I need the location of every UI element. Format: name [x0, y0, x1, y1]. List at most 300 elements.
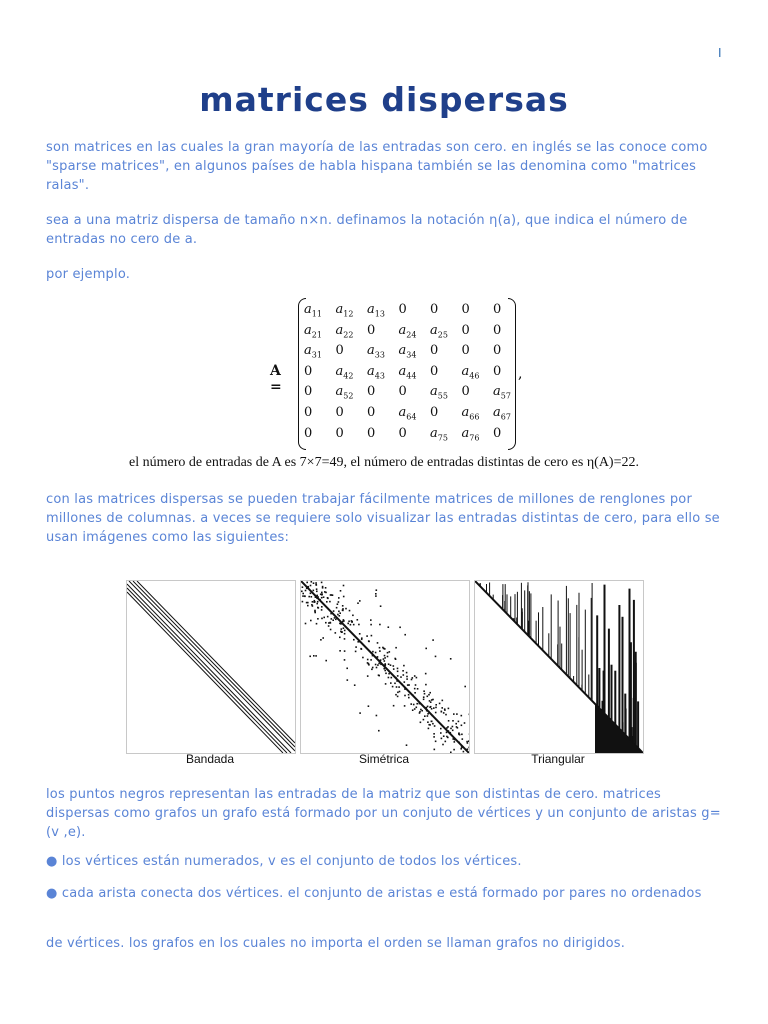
- matrix-cell: 0: [367, 425, 376, 441]
- nonzero-dot: [431, 721, 433, 723]
- nonzero-dot: [315, 655, 317, 657]
- paragraph-example: por ejemplo.: [46, 267, 131, 282]
- nonzero-dot: [384, 655, 386, 657]
- matrix-label: A =: [270, 363, 282, 395]
- nonzero-dot: [325, 587, 327, 589]
- nonzero-dot: [432, 715, 434, 717]
- nonzero-dot: [397, 671, 399, 673]
- matrix-cell: $a_{11}$: [304, 302, 322, 319]
- nonzero-dot: [338, 601, 340, 603]
- nonzero-dot: [339, 650, 341, 652]
- nonzero-dot: [339, 615, 341, 617]
- nonzero-dot: [339, 612, 341, 614]
- nonzero-dot: [315, 582, 317, 584]
- nonzero-dot: [450, 728, 452, 730]
- nonzero-dot: [359, 600, 361, 602]
- matrix-cell: 0: [367, 384, 376, 400]
- nonzero-dot: [357, 602, 359, 604]
- nonzero-dot: [443, 712, 445, 714]
- nonzero-dot: [428, 728, 430, 730]
- nonzero-dot: [321, 606, 323, 608]
- nonzero-dot: [388, 677, 390, 679]
- nonzero-dot: [317, 601, 319, 603]
- nonzero-dot: [424, 693, 426, 695]
- nonzero-dot: [318, 607, 320, 609]
- nonzero-dot: [343, 619, 345, 621]
- nonzero-dot: [379, 647, 381, 649]
- nonzero-dot: [434, 749, 436, 751]
- nonzero-dot: [334, 617, 336, 619]
- nonzero-dot: [331, 618, 333, 620]
- nonzero-dot: [317, 618, 319, 620]
- nonzero-dot: [352, 615, 354, 617]
- nonzero-dot: [346, 668, 348, 670]
- nonzero-dot: [383, 658, 385, 660]
- nonzero-dot: [389, 651, 391, 653]
- matrix-right-bracket: [508, 298, 516, 450]
- nonzero-dot: [305, 623, 307, 625]
- nonzero-dot: [420, 722, 422, 724]
- nonzero-dot: [342, 605, 344, 607]
- nonzero-dot: [461, 746, 463, 748]
- matrix-cell: 0: [461, 302, 470, 317]
- nonzero-dot: [321, 609, 323, 611]
- nonzero-dot: [335, 632, 337, 634]
- nonzero-dot: [311, 581, 313, 583]
- nonzero-dot: [307, 605, 309, 607]
- nonzero-dot: [370, 624, 372, 626]
- nonzero-dot: [454, 741, 456, 743]
- nonzero-dot: [404, 634, 406, 636]
- nonzero-dot: [357, 619, 359, 621]
- nonzero-dot: [380, 605, 382, 607]
- nonzero-dot: [310, 620, 312, 622]
- figure-triangular: [474, 580, 644, 754]
- nonzero-dot: [445, 741, 447, 743]
- nonzero-dot: [448, 730, 450, 732]
- nonzero-dot: [348, 621, 350, 623]
- nonzero-dot: [354, 684, 356, 686]
- matrix-cell: $a_{75}$: [430, 425, 448, 443]
- nonzero-dot: [431, 708, 433, 710]
- nonzero-dot: [321, 597, 323, 599]
- nonzero-dot: [440, 732, 442, 734]
- nonzero-dot: [316, 591, 318, 593]
- nonzero-dot: [382, 647, 384, 649]
- nonzero-dot: [459, 734, 461, 736]
- nonzero-dot: [366, 635, 368, 637]
- nonzero-dot: [347, 623, 349, 625]
- page-number: I: [718, 46, 722, 60]
- nonzero-dot: [372, 655, 374, 657]
- nonzero-dot: [308, 586, 310, 588]
- matrix-cell: $a_{55}$: [430, 384, 448, 401]
- matrix-cell: $a_{44}$: [398, 363, 417, 381]
- nonzero-dot: [316, 595, 318, 597]
- nonzero-dot: [429, 706, 431, 708]
- nonzero-dot: [309, 656, 311, 658]
- figure-symmetric: [300, 580, 470, 754]
- nonzero-dot: [423, 696, 425, 698]
- nonzero-dot: [371, 635, 373, 637]
- nonzero-dot: [361, 639, 363, 641]
- nonzero-dot: [411, 679, 413, 681]
- nonzero-dot: [423, 690, 425, 692]
- nonzero-dot: [404, 695, 406, 697]
- nonzero-dot: [375, 595, 377, 597]
- nonzero-dot: [315, 584, 317, 586]
- nonzero-dot: [302, 593, 304, 595]
- nonzero-dot: [337, 614, 339, 616]
- nonzero-dot: [427, 721, 429, 723]
- figure-symmetric-label: Simétrica: [358, 752, 409, 766]
- nonzero-dot: [319, 599, 321, 601]
- nonzero-dot: [435, 704, 437, 706]
- nonzero-dot: [343, 627, 345, 629]
- nonzero-dot: [362, 657, 364, 659]
- nonzero-dot: [396, 680, 398, 682]
- nonzero-dot: [433, 736, 435, 738]
- nonzero-dot: [327, 616, 329, 618]
- matrix-cell: 0: [493, 322, 502, 338]
- nonzero-dot: [379, 650, 381, 652]
- nonzero-dot: [397, 692, 399, 694]
- nonzero-dot: [464, 686, 466, 688]
- nonzero-dot: [387, 652, 389, 654]
- nonzero-dot: [404, 687, 406, 689]
- nonzero-dot: [371, 669, 373, 671]
- nonzero-dot: [401, 684, 403, 686]
- nonzero-dot: [415, 684, 417, 686]
- nonzero-dot: [399, 691, 401, 693]
- nonzero-dot: [441, 738, 443, 740]
- nonzero-dot: [406, 672, 408, 674]
- matrix-cell: 0: [430, 404, 439, 420]
- paragraph-undirected: de vértices. los grafos en los cuales no importa el orden se llaman grafos no dirigidos.: [46, 936, 626, 951]
- nonzero-dot: [414, 675, 416, 677]
- nonzero-dot: [412, 709, 414, 711]
- nonzero-dot: [385, 673, 387, 675]
- nonzero-dot: [412, 694, 414, 696]
- triangular-pattern: [475, 581, 643, 753]
- nonzero-dot: [344, 659, 346, 661]
- nonzero-dot: [310, 593, 312, 595]
- matrix-cell: 0: [304, 384, 313, 400]
- nonzero-dot: [377, 664, 379, 666]
- bullet-vertices: ● los vértices están numerados, v es el conjunto de todos los vértices.: [46, 854, 522, 869]
- nonzero-dot: [343, 596, 345, 598]
- nonzero-dot: [384, 670, 386, 672]
- nonzero-dot: [359, 641, 361, 643]
- nonzero-dot: [423, 699, 425, 701]
- nonzero-dot: [347, 679, 349, 681]
- nonzero-dot: [432, 723, 434, 725]
- nonzero-dot: [344, 630, 346, 632]
- nonzero-dot: [314, 601, 316, 603]
- nonzero-dot: [350, 624, 352, 626]
- nonzero-dot: [395, 677, 397, 679]
- nonzero-dot: [368, 705, 370, 707]
- nonzero-dot: [395, 658, 397, 660]
- nonzero-dot: [454, 739, 456, 741]
- nonzero-dot: [312, 605, 314, 607]
- figure-banded: [126, 580, 296, 754]
- nonzero-dot: [446, 736, 448, 738]
- nonzero-dot: [317, 597, 319, 599]
- nonzero-dot: [316, 623, 318, 625]
- matrix-caption: el número de entradas de A es 7×7=49, el número de entradas distintas de cero es η(A)=22.: [129, 455, 639, 470]
- nonzero-dot: [460, 748, 462, 750]
- nonzero-dot: [376, 657, 378, 659]
- nonzero-dot: [429, 692, 431, 694]
- nonzero-dot: [328, 625, 330, 627]
- paragraph-notation: sea a una matriz dispersa de tamaño n×n. definamos la notación η(a), que indica el número de entradas no cero de a.: [46, 213, 688, 247]
- matrix-cell: 0: [398, 425, 407, 441]
- nonzero-dot: [414, 708, 416, 710]
- matrix-cell: 0: [304, 425, 313, 441]
- nonzero-dot: [379, 660, 381, 662]
- nonzero-dot: [377, 642, 379, 644]
- nonzero-dot: [322, 637, 324, 639]
- nonzero-dot: [344, 638, 346, 640]
- nonzero-dot: [339, 637, 341, 639]
- nonzero-dot: [360, 648, 362, 650]
- nonzero-dot: [420, 709, 422, 711]
- nonzero-dot: [370, 619, 372, 621]
- nonzero-dot: [325, 592, 327, 594]
- nonzero-dot: [456, 713, 458, 715]
- nonzero-dot: [383, 668, 385, 670]
- nonzero-dot: [311, 596, 313, 598]
- matrix-cell: $a_{66}$: [461, 404, 480, 422]
- nonzero-dot: [417, 688, 419, 690]
- nonzero-dot: [400, 676, 402, 678]
- nonzero-dot: [404, 681, 406, 683]
- nonzero-dot: [406, 676, 408, 678]
- nonzero-dot: [370, 659, 372, 661]
- nonzero-dot: [432, 639, 434, 641]
- nonzero-dot: [313, 590, 315, 592]
- nonzero-dot: [306, 588, 308, 590]
- nonzero-dot: [392, 686, 394, 688]
- matrix-cell: 0: [493, 363, 502, 379]
- nonzero-dot: [316, 603, 318, 605]
- nonzero-dot: [440, 728, 442, 730]
- bullet-edges: ● cada arista conecta dos vértices. el conjunto de aristas e está formado por pares no ordenados: [46, 886, 702, 901]
- nonzero-dot: [333, 610, 335, 612]
- matrix-cell: 0: [430, 343, 439, 359]
- nonzero-dot: [395, 647, 397, 649]
- nonzero-dot: [410, 703, 412, 705]
- nonzero-dot: [461, 734, 463, 736]
- matrix-cell: $a_{12}$: [335, 302, 354, 319]
- nonzero-dot: [416, 677, 418, 679]
- nonzero-dot: [375, 652, 377, 654]
- nonzero-dot: [435, 656, 437, 658]
- matrix-cell: $a_{64}$: [398, 404, 417, 422]
- nonzero-dot: [468, 740, 469, 742]
- nonzero-dot: [452, 726, 454, 728]
- nonzero-dot: [344, 650, 346, 652]
- matrix-cell: $a_{33}$: [367, 343, 385, 360]
- nonzero-dot: [376, 715, 378, 717]
- nonzero-dot: [468, 747, 469, 749]
- nonzero-dot: [376, 667, 378, 669]
- nonzero-dot: [384, 657, 386, 659]
- nonzero-dot: [384, 660, 386, 662]
- nonzero-dot: [325, 622, 327, 624]
- nonzero-dot: [367, 662, 369, 664]
- nonzero-dot: [340, 590, 342, 592]
- nonzero-dot: [425, 673, 427, 675]
- nonzero-dot: [351, 621, 353, 623]
- matrix-cell: 0: [304, 363, 313, 379]
- matrix-cell: 0: [493, 302, 502, 317]
- nonzero-dot: [458, 732, 460, 734]
- nonzero-dot: [429, 724, 431, 726]
- nonzero-dot: [302, 586, 304, 588]
- nonzero-dot: [416, 707, 418, 709]
- matrix-cell: 0: [335, 425, 344, 441]
- nonzero-dot: [402, 670, 404, 672]
- nonzero-dot: [444, 709, 446, 711]
- nonzero-dot: [441, 707, 443, 709]
- nonzero-dot: [428, 711, 430, 713]
- matrix-cell: 0: [367, 322, 376, 338]
- nonzero-dot: [439, 703, 441, 705]
- nonzero-dot: [453, 749, 455, 751]
- nonzero-dot: [452, 720, 454, 722]
- nonzero-dot: [461, 725, 463, 727]
- nonzero-dot: [336, 607, 338, 609]
- matrix-cell: 0: [461, 343, 470, 359]
- nonzero-dot: [466, 741, 468, 743]
- nonzero-dot: [306, 582, 308, 584]
- matrix-cell: 0: [430, 302, 439, 317]
- nonzero-dot: [431, 699, 433, 701]
- nonzero-dot: [428, 694, 430, 696]
- nonzero-dot: [427, 715, 429, 717]
- nonzero-dot: [393, 665, 395, 667]
- nonzero-dot: [330, 629, 332, 631]
- matrix-cell: $a_{24}$: [398, 322, 417, 340]
- matrix-cell: 0: [367, 404, 376, 420]
- nonzero-dot: [375, 664, 377, 666]
- nonzero-dot: [330, 613, 332, 615]
- nonzero-dot: [399, 627, 401, 629]
- nonzero-dot: [380, 664, 382, 666]
- matrix-cell: $a_{43}$: [367, 363, 385, 381]
- nonzero-dot: [353, 639, 355, 641]
- nonzero-dot: [329, 622, 331, 624]
- nonzero-dot: [321, 582, 323, 584]
- nonzero-dot: [329, 601, 331, 603]
- nonzero-dot: [325, 660, 327, 662]
- nonzero-dot: [388, 673, 390, 675]
- nonzero-dot: [390, 682, 392, 684]
- nonzero-dot: [429, 700, 431, 702]
- nonzero-dot: [344, 633, 346, 635]
- matrix-cell: 0: [461, 384, 470, 400]
- matrix-cell: 0: [493, 425, 502, 441]
- nonzero-dot: [355, 651, 357, 653]
- matrix-cell: $a_{13}$: [367, 302, 385, 319]
- nonzero-dot: [455, 723, 457, 725]
- nonzero-dot: [343, 585, 345, 587]
- matrix-cell: $a_{22}$: [335, 322, 354, 340]
- nonzero-dot: [427, 706, 429, 708]
- nonzero-dot: [433, 733, 435, 735]
- nonzero-dot: [435, 712, 437, 714]
- nonzero-dot: [345, 608, 347, 610]
- nonzero-dot: [462, 747, 464, 749]
- nonzero-dot: [320, 639, 322, 641]
- nonzero-dot: [414, 688, 416, 690]
- nonzero-dot: [314, 611, 316, 613]
- nonzero-dot: [453, 713, 455, 715]
- nonzero-dot: [427, 696, 429, 698]
- nonzero-dot: [458, 721, 460, 723]
- nonzero-dot: [321, 592, 323, 594]
- nonzero-dot: [339, 623, 341, 625]
- matrix-cell: 0: [304, 404, 313, 420]
- matrix-cell: $a_{46}$: [461, 363, 480, 381]
- nonzero-dot: [379, 624, 381, 626]
- nonzero-dot: [448, 708, 450, 710]
- nonzero-dot: [419, 711, 421, 713]
- nonzero-dot: [321, 618, 323, 620]
- nonzero-dot: [391, 677, 393, 679]
- nonzero-dot: [353, 624, 355, 626]
- symmetric-pattern: [301, 581, 469, 753]
- nonzero-dot: [368, 640, 370, 642]
- nonzero-dot: [337, 603, 339, 605]
- nonzero-dot: [393, 668, 395, 670]
- nonzero-dot: [302, 601, 304, 603]
- matrix-cell: $a_{57}$: [493, 384, 511, 401]
- nonzero-dot: [349, 610, 351, 612]
- nonzero-dot: [446, 732, 448, 734]
- nonzero-dot: [341, 628, 343, 630]
- matrix-cell: $a_{67}$: [493, 404, 511, 422]
- nonzero-dot: [367, 675, 369, 677]
- matrix-cell: $a_{52}$: [335, 384, 354, 401]
- nonzero-dot: [397, 675, 399, 677]
- nonzero-dot: [434, 725, 436, 727]
- matrix-cell: $a_{42}$: [335, 363, 354, 381]
- nonzero-dot: [423, 719, 425, 721]
- nonzero-dot: [433, 707, 435, 709]
- nonzero-dot: [425, 648, 427, 650]
- nonzero-dot: [313, 655, 315, 657]
- nonzero-dot: [388, 663, 390, 665]
- nonzero-dot: [413, 704, 415, 706]
- nonzero-dot: [308, 596, 310, 598]
- nonzero-dot: [313, 582, 315, 584]
- matrix-comma: ,: [518, 366, 523, 382]
- nonzero-dot: [327, 598, 329, 600]
- nonzero-dot: [331, 594, 333, 596]
- nonzero-dot: [404, 688, 406, 690]
- nonzero-dot: [452, 738, 454, 740]
- nonzero-dot: [395, 694, 397, 696]
- matrix-grid: [304, 302, 525, 446]
- nonzero-dot: [467, 742, 469, 744]
- nonzero-dot: [407, 684, 409, 686]
- nonzero-dot: [445, 714, 447, 716]
- nonzero-dot: [403, 674, 405, 676]
- nonzero-dot: [448, 720, 450, 722]
